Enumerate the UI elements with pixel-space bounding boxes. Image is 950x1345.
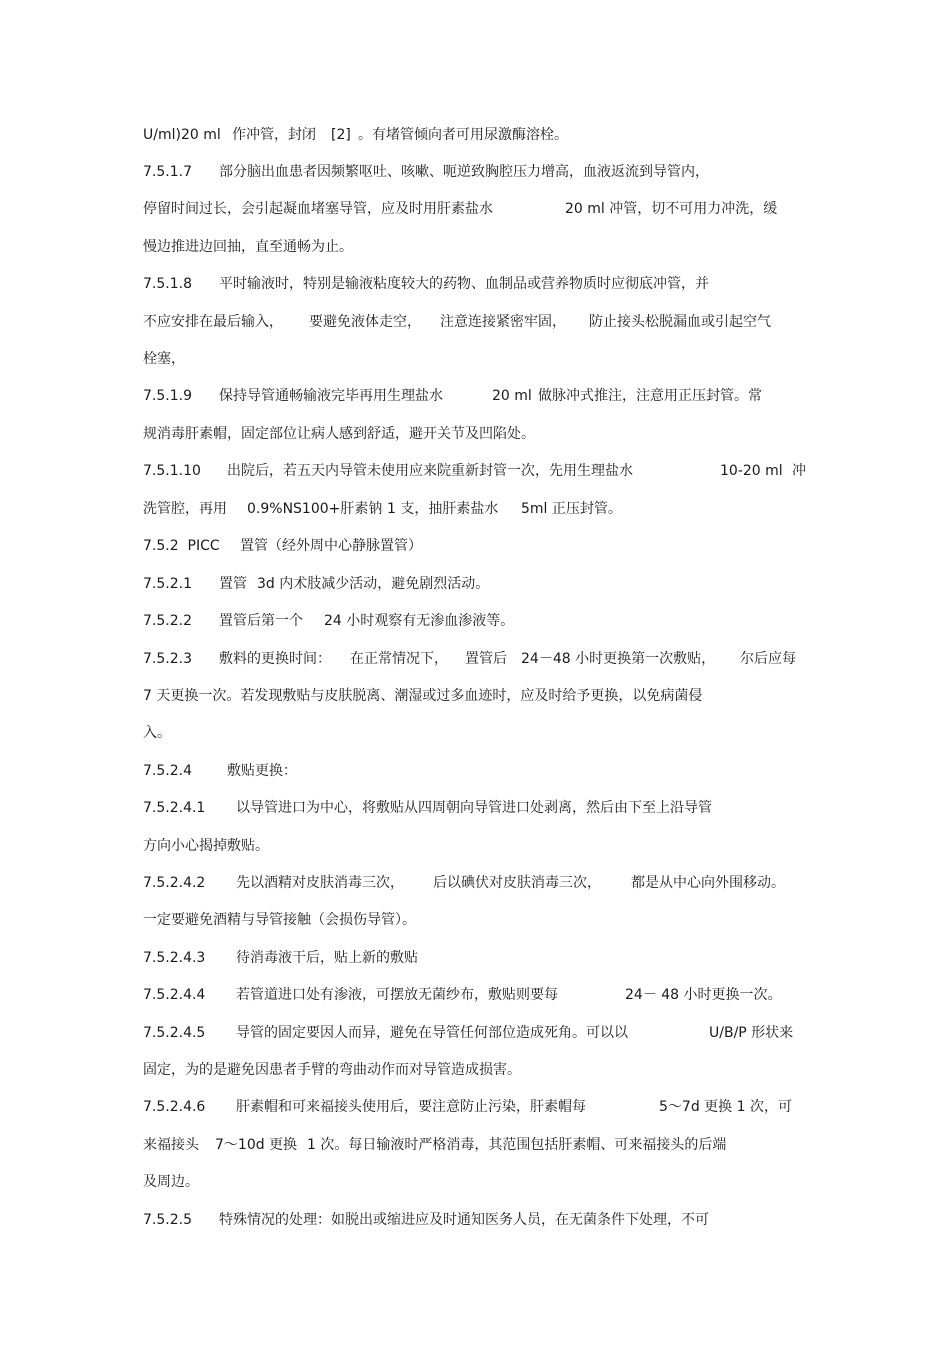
text-segment: 20 ml xyxy=(492,388,532,404)
section-number: 7.5.2.4.1 xyxy=(143,800,206,816)
text-segment: 入。 xyxy=(143,725,171,741)
text-segment: 停留时间过长，会引起凝血堵塞导管，应及时用肝素盐水 xyxy=(143,201,493,217)
text-segment: 在正常情况下， xyxy=(350,651,448,667)
section-number: 7.5.1.8 xyxy=(143,276,192,292)
section-number: 7.5.2.3 xyxy=(143,651,192,667)
text-segment: 要避免液体走空， xyxy=(309,314,421,330)
text-segment: 以导管进口为中心，将敷贴从四周朝向导管进口处剥离，然后由下至上沿导管 xyxy=(236,800,712,816)
text-segment: U/B/P 形状来 xyxy=(709,1025,794,1041)
text-segment: 7 天更换一次。若发现敷贴与皮肤脱离、潮湿或过多血迹时，应及时给予更换，以免病菌侵 xyxy=(143,688,703,704)
text-segment: 3d 内术肢减少活动，避免剧烈活动。 xyxy=(257,576,490,592)
section-number: 7.5.2.1 xyxy=(143,576,192,592)
text-segment: 0.9%NS100+肝素钠 xyxy=(247,501,383,517)
section-number: 7.5.2.4.6 xyxy=(143,1099,206,1115)
text-segment: 24－ 48 小时更换一次。 xyxy=(625,987,782,1003)
text-segment: 7～10d 更换 xyxy=(215,1137,298,1153)
text-segment: 先以酒精对皮肤消毒三次， xyxy=(236,875,404,891)
text-line xyxy=(143,1211,709,1283)
text-segment: 肝素帽和可来福接头使用后，要注意防止污染，肝素帽每 xyxy=(236,1099,586,1115)
text-segment: 24－48 小时更换第一次敷贴， xyxy=(521,651,716,667)
text-segment: 导管的固定要因人而异，避免在导管任何部位造成死角。可以以 xyxy=(236,1025,628,1041)
text-segment: 方向小心揭掉敷贴。 xyxy=(143,838,269,854)
text-segment: 置管后第一个 xyxy=(219,613,303,629)
text-segment: 固定，为的是避免因患者手臂的弯曲动作而对导管造成损害。 xyxy=(143,1062,521,1078)
text-segment: 防止接头松脱漏血或引起空气 xyxy=(589,314,771,330)
text-segment: 置管（经外周中心静脉置管） xyxy=(240,538,422,554)
section-number: 7.5.2.5 xyxy=(143,1212,192,1228)
text-segment: 栓塞， xyxy=(143,351,185,367)
section-number: 7.5.1.10 xyxy=(143,463,201,479)
section-number: 7.5.2 PICC xyxy=(143,538,220,554)
section-number: 7.5.2.4.5 xyxy=(143,1025,206,1041)
text-segment: 来福接头 xyxy=(143,1137,199,1153)
section-number: 7.5.2.4.3 xyxy=(143,950,206,966)
text-segment: 敷贴更换： xyxy=(227,763,297,779)
text-segment: 部分脑出血患者因频繁呕吐、咳嗽、呃逆致胸腔压力增高，血液返流到导管内， xyxy=(219,164,709,180)
text-segment: 5ml 正压封管。 xyxy=(521,501,622,517)
text-segment: 及周边。 xyxy=(143,1174,199,1190)
section-number: 7.5.2.4 xyxy=(143,763,192,779)
text-segment: 1 支，抽肝素盐水 xyxy=(387,501,499,517)
text-segment: 待消毒液干后，贴上新的敷贴 xyxy=(236,950,418,966)
text-segment: 保持导管通畅输液完毕再用生理盐水 xyxy=(219,388,443,404)
text-segment: 5～7d 更换 1 次，可 xyxy=(659,1099,792,1115)
text-segment: 若管道进口处有渗液，可摆放无菌纱布，敷贴则要每 xyxy=(236,987,558,1003)
section-number: 7.5.1.7 xyxy=(143,164,192,180)
text-segment: 一定要避免酒精与导管接触（会损伤导管）。 xyxy=(143,912,416,928)
text-segment: 出院后，若五天内导管未使用应来院重新封管一次，先用生理盐水 xyxy=(227,463,633,479)
text-segment: 做脉冲式推注，注意用正压封管。常 xyxy=(538,388,762,404)
text-segment: 洗管腔，再用 xyxy=(143,501,227,517)
text-segment: 后以碘伏对皮肤消毒三次， xyxy=(433,875,601,891)
text-segment: 特殊情况的处理：如脱出或缩进应及时通知医务人员，在无菌条件下处理，不可 xyxy=(219,1212,709,1228)
text-segment: 1 次。每日输液时严格消毒，其范围包括肝素帽、可来福接头的后端 xyxy=(307,1137,727,1153)
reference-marker: [2] xyxy=(331,127,351,143)
text-segment: 不应安排在最后输入， xyxy=(143,314,283,330)
text-segment: 冲 xyxy=(792,463,806,479)
text-segment: 24 小时观察有无渗血渗液等。 xyxy=(324,613,515,629)
text-segment: 都是从中心向外围移动。 xyxy=(631,875,785,891)
section-number: 7.5.1.9 xyxy=(143,388,192,404)
text-segment: 10-20 ml xyxy=(720,463,783,479)
text-segment: 置管 xyxy=(219,576,247,592)
text-segment: 。有堵管倾向者可用尿激酶溶栓。 xyxy=(358,127,568,143)
text-segment: 敷料的更换时间： xyxy=(219,651,331,667)
text-segment: 规消毒肝素帽，固定部位让病人感到舒适，避开关节及凹陷处。 xyxy=(143,426,535,442)
section-number: 7.5.2.2 xyxy=(143,613,192,629)
text-segment: 注意连接紧密牢固， xyxy=(440,314,566,330)
text-segment: 慢边推进边回抽，直至通畅为止。 xyxy=(143,239,353,255)
text-segment: 置管后 xyxy=(465,651,507,667)
text-segment: U/ml)20 ml xyxy=(143,127,221,143)
section-number: 7.5.2.4.2 xyxy=(143,875,206,891)
text-segment: 作冲管，封闭 xyxy=(232,127,316,143)
text-segment: 平时输液时，特别是输液粘度较大的药物、血制品或营养物质时应彻底冲管，并 xyxy=(219,276,709,292)
section-number: 7.5.2.4.4 xyxy=(143,987,206,1003)
text-segment: 20 ml 冲管，切不可用力冲洗，缓 xyxy=(565,201,778,217)
text-segment: 尔后应每 xyxy=(740,651,796,667)
